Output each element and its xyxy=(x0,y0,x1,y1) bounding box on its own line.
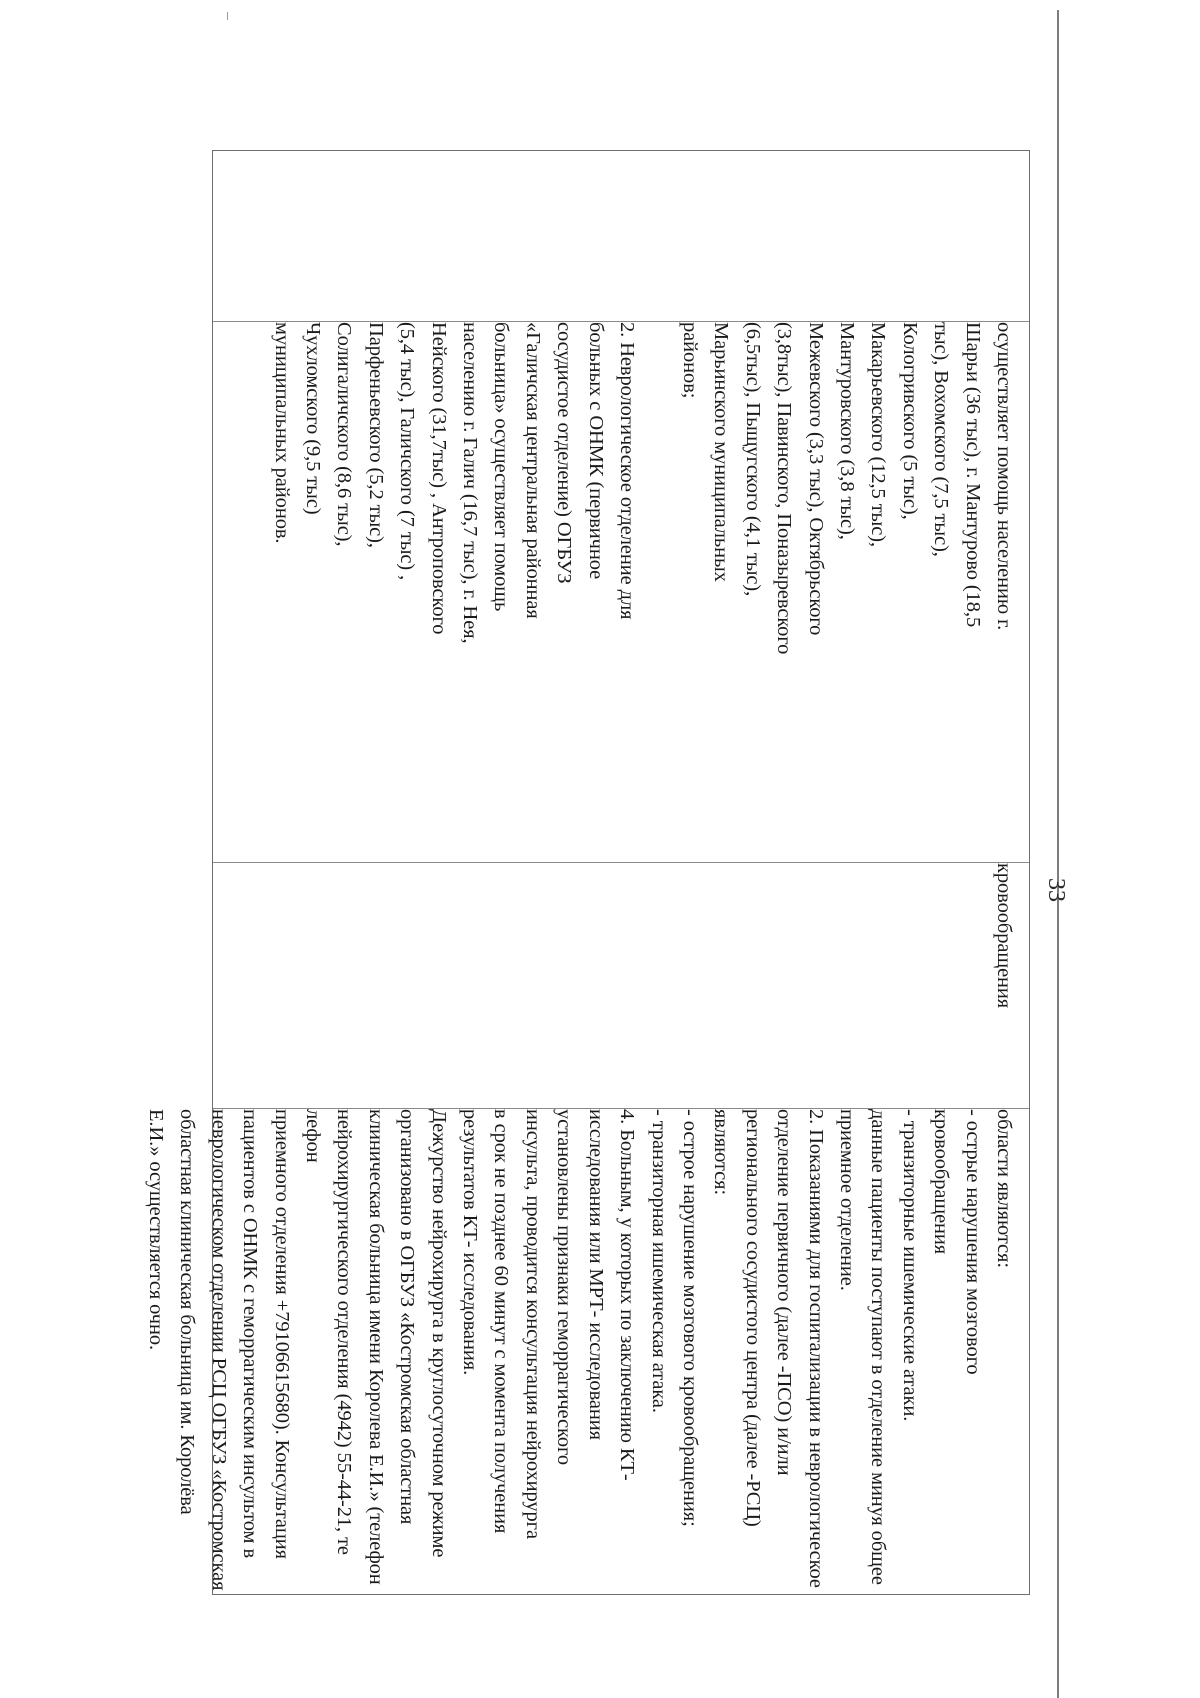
regions-line xyxy=(642,322,673,654)
page-edge-rule xyxy=(1057,10,1059,1698)
indications-line: пациентов с ОНМК с геморрагическим инсультом в xyxy=(239,1109,262,1559)
indications-line: исследования или МРТ- исследования xyxy=(584,1109,607,1440)
regions-line: населению г. Галич (16,7 тыс), г. Нея, xyxy=(459,322,482,644)
table-cell-condition xyxy=(213,863,1029,1108)
regions-line: Солигаличского (8,6 тыс), xyxy=(333,322,356,547)
indications-line: приемного отделения +79106615680). Консультация xyxy=(270,1109,293,1559)
condition-line: кровообращения xyxy=(993,863,1015,1009)
indications-line: установлены признаки геморрагического xyxy=(553,1109,576,1465)
regions-line: (6,5тыс), Пыщугского (4,1 тыс), xyxy=(741,322,764,597)
table-cell-regions xyxy=(213,322,1029,862)
condition-text xyxy=(988,863,1019,1008)
regions-line: (3,8тыс), Павинского, Поназыревского xyxy=(773,322,796,655)
indications-line: - острое нарушение мозгового кровообращения; xyxy=(678,1109,701,1527)
indications-line: кровообращения xyxy=(930,1109,953,1255)
indications-line: нейрохирургического отделения (4942) 55-44-21, те xyxy=(333,1109,356,1555)
regions-line: 2. Неврологическое отделение для xyxy=(616,322,639,620)
regions-line: Чухломского (9,5 тыс) xyxy=(302,322,325,515)
regions-line: осуществляет помощь населению г. xyxy=(993,322,1015,631)
indications-line: приемное отделение. xyxy=(835,1109,858,1291)
regions-line: Шарьи (36 тыс), г. Мантурово (18,5 xyxy=(961,322,984,628)
regions-line: «Галичская центральная районная xyxy=(521,322,544,619)
page-number: 33 xyxy=(1043,878,1069,902)
indications-line: - транзиторная ишемическая атака. xyxy=(647,1109,670,1413)
scan-mark xyxy=(227,12,228,20)
indications-line: организовано в ОГБУЗ «Костромская областная xyxy=(396,1109,419,1525)
indications-line: 2. Показаниями для госпитализации в неврологическое xyxy=(804,1109,827,1588)
indications-line: результатов КТ- исследования. xyxy=(459,1109,482,1376)
regions-line: сосудистое отделение) ОГБУЗ xyxy=(553,322,576,584)
regions-line: Макарьевского (12,5 тыс), xyxy=(867,322,890,547)
regions-line: Мантуровского (3,8 тыс), xyxy=(835,322,858,540)
regions-line: больница» осуществляет помощь xyxy=(490,322,513,612)
regions-line: Марьинского муниципальных xyxy=(710,322,733,582)
indications-line: - транзиторные ишемические атаки. xyxy=(898,1109,921,1422)
indications-line: Е.И.» осуществляется очно. xyxy=(145,1109,168,1351)
regions-line: Нейского (31,7тыс) , Антроповского xyxy=(427,322,450,635)
regions-line: Кологривского (5 тыс), xyxy=(898,322,921,520)
table-cell-empty xyxy=(213,151,1029,321)
indications-line: являются: xyxy=(710,1109,733,1196)
indications-line: областная клиническая больница им. Королёва xyxy=(176,1109,199,1515)
indications-line: инсульта, проводится консультация нейрохирурга xyxy=(521,1109,544,1539)
indications-line: - острые нарушения мозгового xyxy=(961,1109,984,1375)
table-cell-indications xyxy=(145,1109,1029,1594)
indications-line: лефон xyxy=(302,1109,325,1163)
indications-line: данные пациенты поступают в отделение минуя общее xyxy=(867,1109,890,1585)
regions-line: Парфеньевского (5,2 тыс), xyxy=(364,322,387,548)
indications-line: Дежурство нейрохирурга в круглосуточном режиме xyxy=(427,1109,450,1558)
regions-line: тыс), Вохомского (7,5 тыс), xyxy=(930,322,953,557)
indications-line: области являются: xyxy=(993,1109,1015,1268)
regions-line: муниципальных районов. xyxy=(270,322,293,544)
indications-line: регионального сосудистого центра (далее -РСЦ) xyxy=(741,1109,764,1527)
regions-line: Межевского (3,3 тыс), Октябрьского xyxy=(804,322,827,636)
indications-text xyxy=(140,1109,1019,1590)
indications-line: 4. Больным, у которых по заключению КТ- xyxy=(616,1109,639,1481)
indications-line: отделение первичного (далее -ПСО) и/или xyxy=(773,1109,796,1476)
regions-line: больных с ОНМК (первичное xyxy=(584,322,607,580)
indications-line: неврологическом отделении РСЦ ОГБУЗ «Костромская xyxy=(207,1109,230,1591)
table xyxy=(145,150,1030,1595)
regions-line: районов; xyxy=(678,322,701,399)
regions-line: (5,4 тыс), Галичского (7 тыс) , xyxy=(396,322,419,581)
indications-line: в срок не позднее 60 минут с момента получения xyxy=(490,1109,513,1534)
regions-text xyxy=(265,322,1019,654)
indications-line: клиническая больница имени Королева Е.И.» (телефон xyxy=(364,1109,387,1585)
